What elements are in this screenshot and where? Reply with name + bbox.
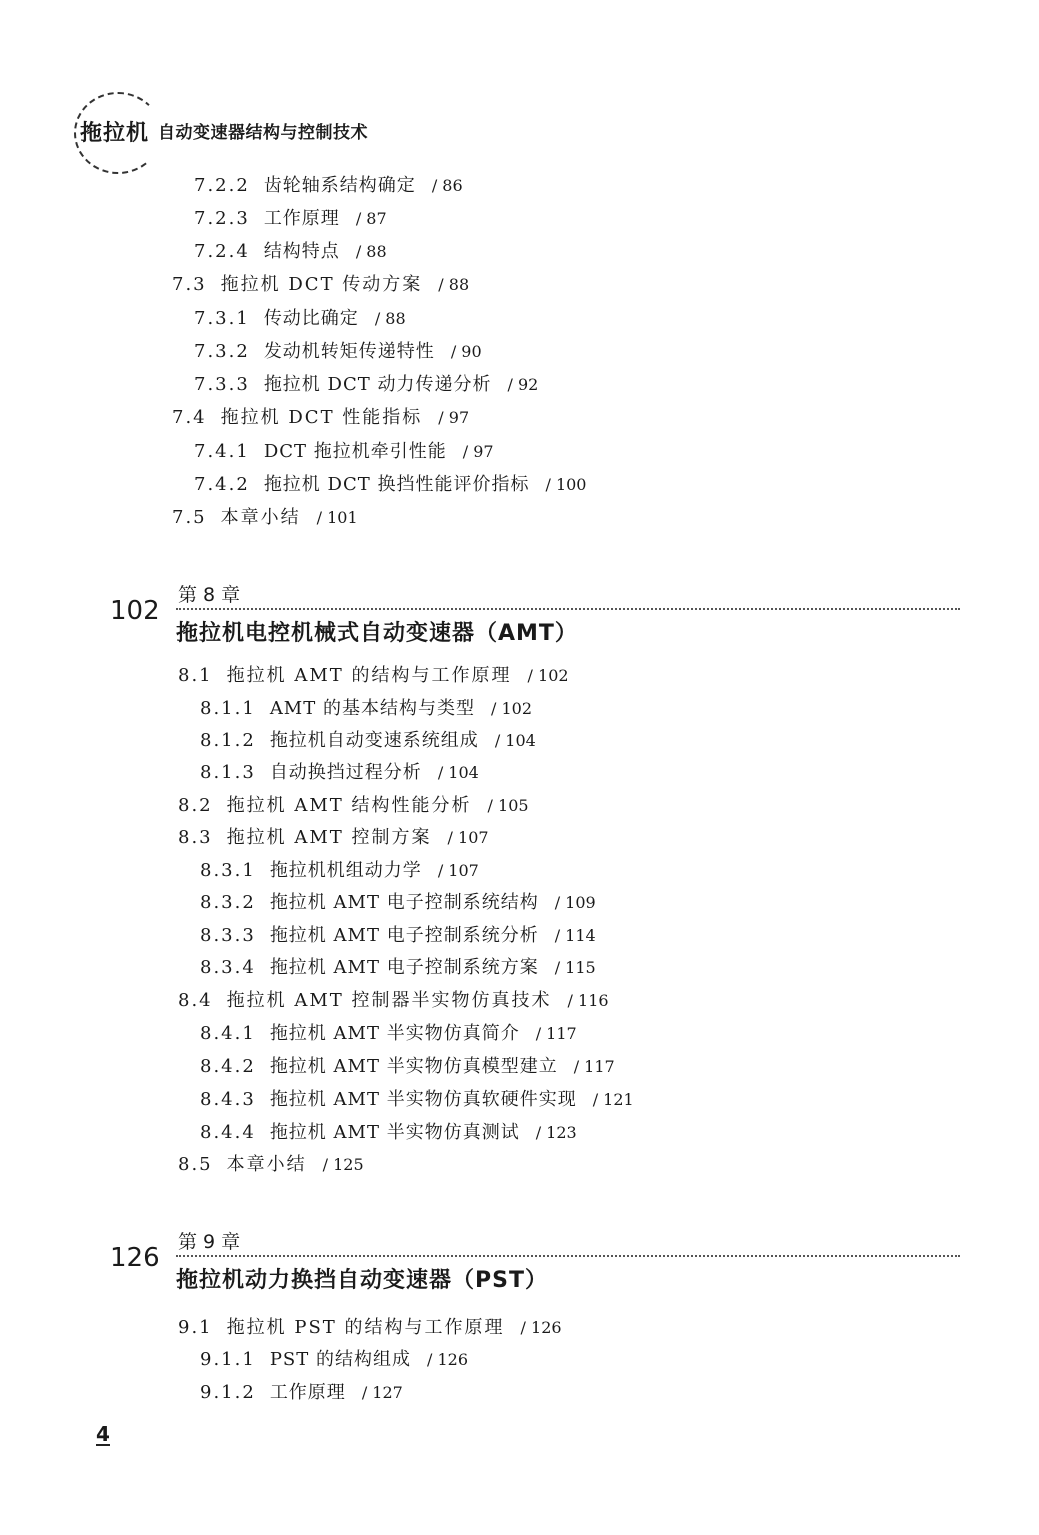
chapter-9-heading[interactable] xyxy=(110,1233,960,1303)
toc-title: 拖拉机 AMT 电子控制系统分析 xyxy=(269,925,539,946)
toc-title: DCT 拖拉机牵引性能 xyxy=(263,441,447,462)
toc-page: / 125 xyxy=(322,1155,364,1174)
chapter-start-page: 102 xyxy=(110,596,160,626)
toc-number: 8.4.3 xyxy=(200,1089,256,1110)
toc-number: 8.3.4 xyxy=(200,957,256,978)
toc-page: / 107 xyxy=(437,861,479,880)
toc-title: 拖拉机自动变速系统组成 xyxy=(269,730,479,751)
toc-number: 9.1.1 xyxy=(200,1349,256,1370)
toc-page: / 102 xyxy=(527,666,569,685)
toc-title: 工作原理 xyxy=(269,1382,346,1403)
toc-number: 7.4 xyxy=(172,407,207,428)
toc-number: 7.5 xyxy=(172,507,207,528)
toc-title: AMT 的基本结构与类型 xyxy=(269,698,475,719)
toc-number: 7.4.2 xyxy=(194,474,250,495)
toc-page: / 114 xyxy=(554,926,596,945)
toc-entry[interactable] xyxy=(178,1153,364,1177)
toc-page: / 121 xyxy=(592,1090,634,1109)
toc-page: / 100 xyxy=(545,475,587,494)
toc-page: / 104 xyxy=(494,731,536,750)
toc-title: 拖拉机 AMT 电子控制系统结构 xyxy=(269,892,539,913)
toc-number: 8.1.1 xyxy=(200,698,256,719)
toc-entry[interactable] xyxy=(200,1022,577,1046)
toc-page: / 117 xyxy=(535,1024,577,1043)
toc-title: 拖拉机 DCT 传动方案 xyxy=(220,274,423,295)
toc-page: / 126 xyxy=(426,1350,468,1369)
toc-title: 传动比确定 xyxy=(263,308,359,329)
toc-title: 齿轮轴系结构确定 xyxy=(263,175,416,196)
toc-entry[interactable] xyxy=(194,440,494,464)
toc-title: 工作原理 xyxy=(263,208,340,229)
toc-number: 8.3.2 xyxy=(200,892,256,913)
toc-page: / 92 xyxy=(507,375,539,394)
toc-entry[interactable] xyxy=(194,174,463,198)
toc-number: 8.3.1 xyxy=(200,860,256,881)
toc-number: 8.2 xyxy=(178,795,213,816)
toc-title: 拖拉机 DCT 性能指标 xyxy=(220,407,423,428)
header-badge-text: 拖拉机 xyxy=(80,121,150,146)
toc-entry[interactable] xyxy=(194,473,586,497)
toc-title: 拖拉机 AMT 半实物仿真模型建立 xyxy=(269,1056,558,1077)
toc-page: / 102 xyxy=(490,699,532,718)
toc-number: 7.2.3 xyxy=(194,208,250,229)
toc-page: / 88 xyxy=(355,242,387,261)
toc-title: 拖拉机 AMT 控制方案 xyxy=(226,827,432,848)
toc-entry[interactable] xyxy=(178,826,489,850)
toc-title: 自动换挡过程分析 xyxy=(269,762,422,783)
toc-number: 8.4.1 xyxy=(200,1023,256,1044)
chapter-start-page: 126 xyxy=(110,1243,160,1273)
toc-entry[interactable] xyxy=(200,859,479,883)
toc-number: 9.1 xyxy=(178,1317,213,1338)
toc-number: 7.3.1 xyxy=(194,308,250,329)
toc-page: / 97 xyxy=(462,442,494,461)
toc-number: 7.4.1 xyxy=(194,441,250,462)
toc-title: 拖拉机 AMT 结构性能分析 xyxy=(226,795,472,816)
toc-entry[interactable] xyxy=(200,1381,403,1405)
toc-entry[interactable] xyxy=(200,1121,577,1145)
toc-page: / 126 xyxy=(520,1318,562,1337)
toc-number: 8.1.2 xyxy=(200,730,256,751)
chapter-title: 拖拉机电控机械式自动变速器（AMT） xyxy=(176,621,578,646)
toc-number: 8.1 xyxy=(178,665,213,686)
toc-page: / 86 xyxy=(431,176,463,195)
toc-entry[interactable] xyxy=(172,506,358,530)
toc-page: / 88 xyxy=(438,275,470,294)
toc-page: / 88 xyxy=(374,309,406,328)
toc-page: / 87 xyxy=(355,209,387,228)
toc-title: 拖拉机 DCT 换挡性能评价指标 xyxy=(263,474,530,495)
toc-entry[interactable] xyxy=(200,1088,634,1112)
toc-entry[interactable] xyxy=(200,924,596,948)
toc-title: 拖拉机 PST 的结构与工作原理 xyxy=(226,1317,505,1338)
toc-number: 8.5 xyxy=(178,1154,213,1175)
toc-title: 拖拉机 AMT 的结构与工作原理 xyxy=(226,665,512,686)
toc-number: 8.4 xyxy=(178,990,213,1011)
toc-title: PST 的结构组成 xyxy=(269,1349,411,1370)
toc-title: 拖拉机 AMT 电子控制系统方案 xyxy=(269,957,539,978)
toc-title: 拖拉机 AMT 半实物仿真简介 xyxy=(269,1023,520,1044)
toc-entry[interactable] xyxy=(178,664,569,688)
toc-title: 拖拉机机组动力学 xyxy=(269,860,422,881)
toc-page: / 116 xyxy=(567,991,609,1010)
toc-number: 8.4.4 xyxy=(200,1122,256,1143)
toc-entry[interactable] xyxy=(178,989,609,1013)
toc-number: 7.2.2 xyxy=(194,175,250,196)
toc-title: 拖拉机 AMT 半实物仿真软硬件实现 xyxy=(269,1089,577,1110)
running-header xyxy=(74,92,494,172)
chapter-title: 拖拉机动力换挡自动变速器（PST） xyxy=(176,1268,548,1293)
chapter-label: 第 8 章 xyxy=(178,584,241,606)
toc-number: 7.3.2 xyxy=(194,341,250,362)
toc-entry[interactable] xyxy=(200,729,536,753)
toc-title: 拖拉机 AMT 半实物仿真测试 xyxy=(269,1122,520,1143)
toc-title: 本章小结 xyxy=(226,1154,307,1175)
toc-number: 8.1.3 xyxy=(200,762,256,783)
toc-page: / 97 xyxy=(438,408,470,427)
toc-title: 拖拉机 DCT 动力传递分析 xyxy=(263,374,492,395)
toc-page: / 90 xyxy=(450,342,482,361)
toc-entry[interactable] xyxy=(200,891,596,915)
toc-page: / 107 xyxy=(447,828,489,847)
toc-entry[interactable] xyxy=(172,406,469,430)
chapter-8-heading[interactable] xyxy=(110,586,960,656)
toc-number: 9.1.2 xyxy=(200,1382,256,1403)
toc-entry[interactable] xyxy=(172,273,469,297)
toc-entry[interactable] xyxy=(200,1055,615,1079)
toc-entry[interactable] xyxy=(178,1316,562,1340)
toc-entry[interactable] xyxy=(194,207,387,231)
toc-page: / 127 xyxy=(361,1383,403,1402)
toc-entry[interactable] xyxy=(200,697,532,721)
toc-page: / 123 xyxy=(535,1123,577,1142)
toc-page: / 109 xyxy=(554,893,596,912)
toc-number: 8.3 xyxy=(178,827,213,848)
dotted-divider xyxy=(176,608,960,610)
toc-page: / 117 xyxy=(573,1057,615,1076)
toc-entry[interactable] xyxy=(194,240,387,264)
toc-title: 本章小结 xyxy=(220,507,301,528)
toc-number: 7.2.4 xyxy=(194,241,250,262)
toc-entry[interactable] xyxy=(194,340,482,364)
toc-entry[interactable] xyxy=(200,1348,468,1372)
toc-number: 7.3.3 xyxy=(194,374,250,395)
toc-title: 拖拉机 AMT 控制器半实物仿真技术 xyxy=(226,990,552,1011)
toc-page: / 105 xyxy=(487,796,529,815)
toc-entry[interactable] xyxy=(200,956,596,980)
toc-entry[interactable] xyxy=(194,373,538,397)
toc-page: / 104 xyxy=(437,763,479,782)
toc-entry[interactable] xyxy=(200,761,479,785)
page-number: 4 xyxy=(96,1422,110,1446)
toc-number: 8.4.2 xyxy=(200,1056,256,1077)
dotted-divider xyxy=(176,1255,960,1257)
toc-page: / 101 xyxy=(316,508,358,527)
toc-number: 8.3.3 xyxy=(200,925,256,946)
toc-entry[interactable] xyxy=(194,307,406,331)
toc-number: 7.3 xyxy=(172,274,207,295)
book-title: 自动变速器结构与控制技术 xyxy=(158,123,368,143)
chapter-label: 第 9 章 xyxy=(178,1231,241,1253)
toc-page: / 115 xyxy=(554,958,596,977)
toc-title: 结构特点 xyxy=(263,241,340,262)
toc-entry[interactable] xyxy=(178,794,529,818)
toc-title: 发动机转矩传递特性 xyxy=(263,341,435,362)
